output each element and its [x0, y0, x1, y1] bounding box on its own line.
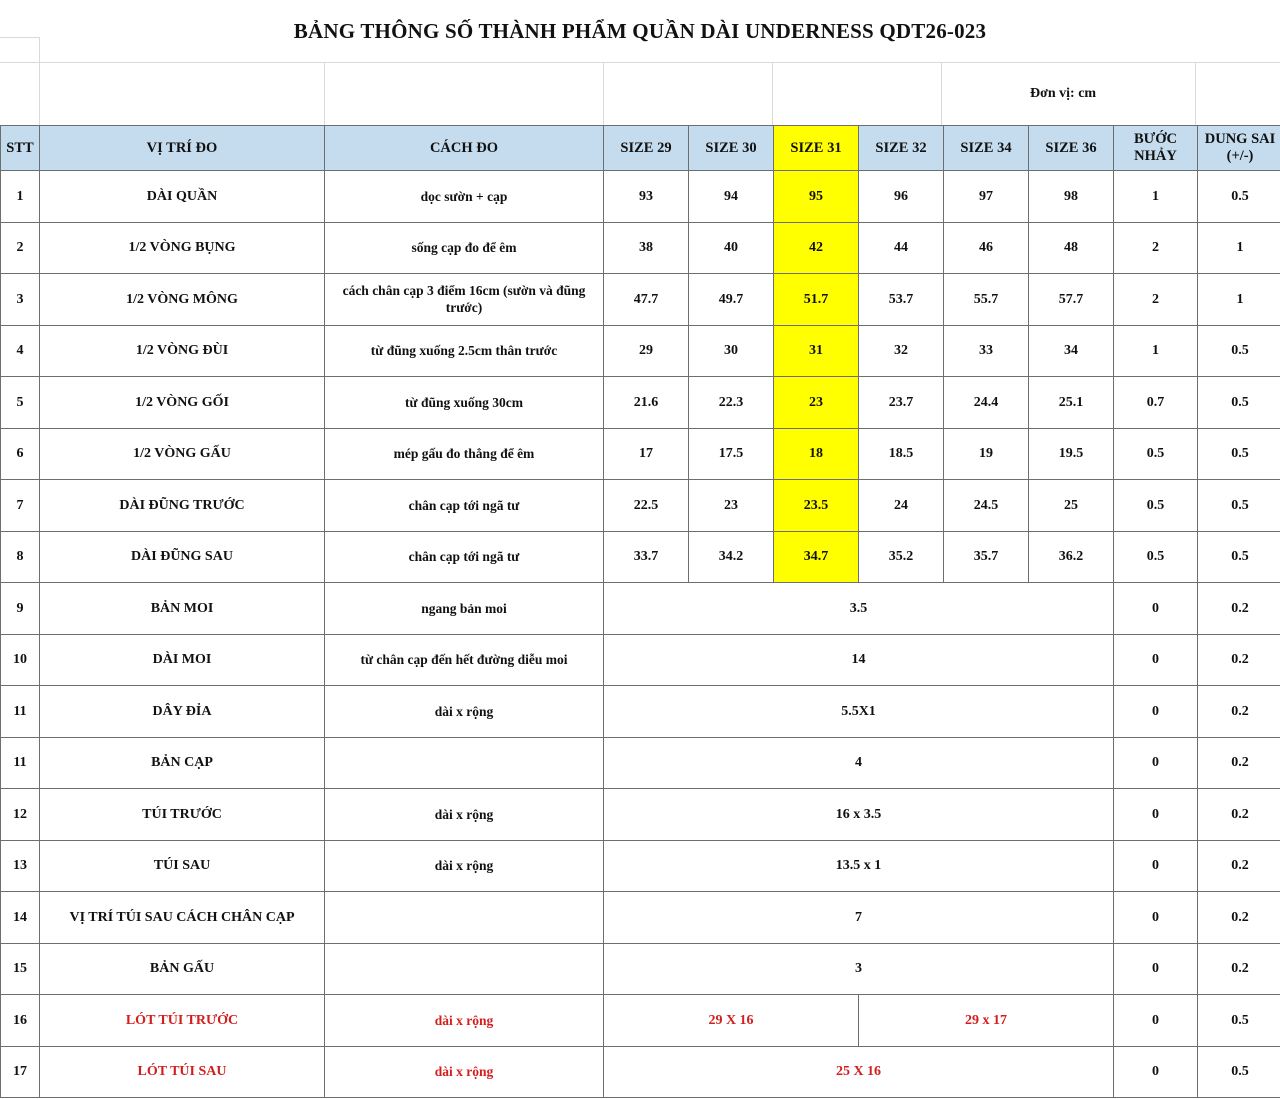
cell-size-31[interactable]: 34.7 [774, 531, 859, 583]
cell-step[interactable]: 0.7 [1114, 377, 1198, 429]
cell-size-30[interactable]: 30 [689, 325, 774, 377]
cell-stt[interactable]: 9 [1, 583, 40, 635]
gridline [603, 62, 604, 125]
cell-method[interactable]: dài x rộng [325, 686, 604, 738]
cell-size-31[interactable]: 18 [774, 428, 859, 480]
cell-method[interactable]: từ chân cạp đến hết đường diễu moi [325, 634, 604, 686]
cell-position[interactable]: DÂY ĐỈA [40, 686, 325, 738]
cell-position[interactable]: DÀI ĐŨNG TRƯỚC [40, 480, 325, 532]
cell-stt[interactable]: 3 [1, 274, 40, 326]
cell-step[interactable]: 0 [1114, 995, 1198, 1047]
gridline [941, 62, 942, 125]
cell-tolerance[interactable]: 0.2 [1198, 583, 1280, 635]
cell-all-sizes[interactable]: 3.5 [604, 583, 1114, 635]
cell-position[interactable]: DÀI ĐŨNG SAU [40, 531, 325, 583]
cell-stt[interactable]: 14 [1, 892, 40, 944]
cell-all-sizes[interactable]: 7 [604, 892, 1114, 944]
cell-size-36[interactable]: 98 [1029, 171, 1114, 223]
table-row [1, 428, 1280, 480]
table-row [1, 995, 1280, 1047]
header-size-34[interactable]: SIZE 34 [944, 126, 1029, 171]
cell-all-sizes[interactable]: 5.5X1 [604, 686, 1114, 738]
cell-step[interactable]: 0.5 [1114, 480, 1198, 532]
cell-size-31[interactable]: 23.5 [774, 480, 859, 532]
cell-size-36[interactable]: 25 [1029, 480, 1114, 532]
cell-position[interactable]: DÀI MOI [40, 634, 325, 686]
cell-step[interactable]: 0 [1114, 634, 1198, 686]
cell-position[interactable]: VỊ TRÍ TÚI SAU CÁCH CHÂN CẠP [40, 892, 325, 944]
cell-step[interactable]: 0 [1114, 892, 1198, 944]
cell-step[interactable]: 0 [1114, 840, 1198, 892]
header-tolerance[interactable]: DUNG SAI (+/-) [1198, 126, 1280, 171]
cell-step[interactable]: 0 [1114, 789, 1198, 841]
cell-tolerance[interactable]: 0.2 [1198, 943, 1280, 995]
cell-method[interactable]: sống cạp đo để êm [325, 222, 604, 274]
cell-size-34[interactable]: 19 [944, 428, 1029, 480]
cell-size-31[interactable]: 51.7 [774, 274, 859, 326]
cell-tolerance[interactable]: 0.5 [1198, 531, 1280, 583]
table-row [1, 531, 1280, 583]
header-size-29[interactable]: SIZE 29 [604, 126, 689, 171]
cell-size-30[interactable]: 22.3 [689, 377, 774, 429]
cell-all-sizes[interactable]: 13.5 x 1 [604, 840, 1114, 892]
cell-tolerance[interactable]: 0.5 [1198, 428, 1280, 480]
cell-position[interactable]: DÀI QUẦN [40, 171, 325, 223]
cell-sizes-29-31[interactable]: 29 X 16 [604, 995, 859, 1047]
cell-stt[interactable]: 4 [1, 325, 40, 377]
cell-method[interactable]: mép gấu đo thẳng để êm [325, 428, 604, 480]
cell-tolerance[interactable]: 0.2 [1198, 686, 1280, 738]
cell-method[interactable]: chân cạp tới ngã tư [325, 531, 604, 583]
table-row [1, 171, 1280, 223]
table-row [1, 686, 1280, 738]
cell-method[interactable]: chân cạp tới ngã tư [325, 480, 604, 532]
cell-tolerance[interactable]: 0.2 [1198, 789, 1280, 841]
cell-size-29[interactable]: 38 [604, 222, 689, 274]
cell-size-30[interactable]: 23 [689, 480, 774, 532]
cell-size-29[interactable]: 33.7 [604, 531, 689, 583]
header-position[interactable]: VỊ TRÍ ĐO [40, 126, 325, 171]
cell-size-36[interactable]: 34 [1029, 325, 1114, 377]
cell-method[interactable]: dài x rộng [325, 789, 604, 841]
cell-size-31[interactable]: 42 [774, 222, 859, 274]
cell-method[interactable]: dọc sườn + cạp [325, 171, 604, 223]
cell-size-32[interactable]: 35.2 [859, 531, 944, 583]
cell-step[interactable]: 1 [1114, 171, 1198, 223]
cell-stt[interactable]: 17 [1, 1046, 40, 1098]
cell-size-34[interactable]: 35.7 [944, 531, 1029, 583]
cell-position[interactable]: 1/2 VÒNG GỐI [40, 377, 325, 429]
sheet-title: BẢNG THÔNG SỐ THÀNH PHẨM QUẦN DÀI UNDERNESS QDT26-023 [293, 18, 987, 43]
cell-size-30[interactable]: 49.7 [689, 274, 774, 326]
cell-tolerance[interactable]: 1 [1198, 222, 1280, 274]
cell-stt[interactable]: 8 [1, 531, 40, 583]
header-size-32[interactable]: SIZE 32 [859, 126, 944, 171]
cell-stt[interactable]: 7 [1, 480, 40, 532]
cell-size-36[interactable]: 48 [1029, 222, 1114, 274]
cell-method[interactable]: từ đũng xuống 2.5cm thân trước [325, 325, 604, 377]
cell-position[interactable]: 1/2 VÒNG BỤNG [40, 222, 325, 274]
table-row [1, 943, 1280, 995]
table-row [1, 789, 1280, 841]
cell-position[interactable]: 1/2 VÒNG GẤU [40, 428, 325, 480]
table-row [1, 737, 1280, 789]
table-row [1, 480, 1280, 532]
cell-method[interactable] [325, 943, 604, 995]
cell-position[interactable]: BẢN MOI [40, 583, 325, 635]
cell-step[interactable]: 0 [1114, 1046, 1198, 1098]
cell-size-30[interactable]: 17.5 [689, 428, 774, 480]
cell-size-34[interactable]: 55.7 [944, 274, 1029, 326]
cell-all-sizes[interactable]: 3 [604, 943, 1114, 995]
cell-position[interactable]: LÓT TÚI SAU [40, 1046, 325, 1098]
table-row [1, 274, 1280, 326]
cell-size-29[interactable]: 47.7 [604, 274, 689, 326]
cell-size-31[interactable]: 23 [774, 377, 859, 429]
cell-position[interactable]: 1/2 VÒNG ĐÙI [40, 325, 325, 377]
header-method[interactable]: CÁCH ĐO [325, 126, 604, 171]
cell-size-30[interactable]: 40 [689, 222, 774, 274]
table-row [1, 325, 1280, 377]
cell-tolerance[interactable]: 0.5 [1198, 171, 1280, 223]
cell-step[interactable]: 2 [1114, 222, 1198, 274]
cell-size-29[interactable]: 21.6 [604, 377, 689, 429]
cell-step[interactable]: 0 [1114, 943, 1198, 995]
cell-all-sizes[interactable]: 4 [604, 737, 1114, 789]
cell-step[interactable]: 0 [1114, 737, 1198, 789]
cell-stt[interactable]: 1 [1, 171, 40, 223]
cell-size-34[interactable]: 24.4 [944, 377, 1029, 429]
header-step[interactable]: BƯỚC NHẢY [1114, 126, 1198, 171]
cell-position[interactable]: BẢN CẠP [40, 737, 325, 789]
gridline [1195, 62, 1196, 125]
gridline [324, 62, 325, 125]
cell-tolerance[interactable]: 0.5 [1198, 480, 1280, 532]
cell-size-29[interactable]: 22.5 [604, 480, 689, 532]
cell-size-36[interactable]: 36.2 [1029, 531, 1114, 583]
table-row [1, 583, 1280, 635]
cell-step[interactable]: 1 [1114, 325, 1198, 377]
cell-sizes-32-36[interactable]: 29 x 17 [859, 995, 1114, 1047]
cell-stt[interactable]: 10 [1, 634, 40, 686]
cell-size-34[interactable]: 33 [944, 325, 1029, 377]
cell-stt[interactable]: 2 [1, 222, 40, 274]
cell-method[interactable] [325, 737, 604, 789]
table-row [1, 222, 1280, 274]
spec-table [0, 125, 1280, 1098]
cell-tolerance[interactable]: 1 [1198, 274, 1280, 326]
cell-method[interactable]: dài x rộng [325, 995, 604, 1047]
cell-size-32[interactable]: 24 [859, 480, 944, 532]
cell-stt[interactable]: 11 [1, 737, 40, 789]
cell-size-31[interactable]: 31 [774, 325, 859, 377]
cell-all-sizes[interactable]: 16 x 3.5 [604, 789, 1114, 841]
cell-size-29[interactable]: 29 [604, 325, 689, 377]
cell-method[interactable] [325, 892, 604, 944]
header-size-31[interactable]: SIZE 31 [774, 126, 859, 171]
cell-tolerance[interactable]: 0.2 [1198, 840, 1280, 892]
unit-label: Đơn vị: cm [1030, 86, 1097, 101]
cell-position[interactable]: LÓT TÚI TRƯỚC [40, 995, 325, 1047]
cell-size-34[interactable]: 97 [944, 171, 1029, 223]
cell-size-32[interactable]: 96 [859, 171, 944, 223]
cell-position[interactable]: TÚI TRƯỚC [40, 789, 325, 841]
cell-method[interactable]: dài x rộng [325, 840, 604, 892]
cell-size-36[interactable]: 57.7 [1029, 274, 1114, 326]
cell-size-32[interactable]: 18.5 [859, 428, 944, 480]
gridline [772, 62, 773, 125]
table-row [1, 634, 1280, 686]
cell-size-32[interactable]: 32 [859, 325, 944, 377]
cell-size-32[interactable]: 53.7 [859, 274, 944, 326]
cell-size-32[interactable]: 44 [859, 222, 944, 274]
cell-position[interactable]: BẢN GẤU [40, 943, 325, 995]
cell-stt[interactable]: 16 [1, 995, 40, 1047]
cell-size-32[interactable]: 23.7 [859, 377, 944, 429]
cell-tolerance[interactable]: 0.2 [1198, 892, 1280, 944]
cell-method[interactable]: từ đũng xuống 30cm [325, 377, 604, 429]
header-size-36[interactable]: SIZE 36 [1029, 126, 1114, 171]
table-row [1, 1046, 1280, 1098]
cell-stt[interactable]: 15 [1, 943, 40, 995]
cell-tolerance[interactable]: 0.2 [1198, 737, 1280, 789]
cell-size-34[interactable]: 24.5 [944, 480, 1029, 532]
cell-tolerance[interactable]: 0.5 [1198, 1046, 1280, 1098]
gridline [0, 62, 1280, 63]
cell-stt[interactable]: 5 [1, 377, 40, 429]
table-row [1, 892, 1280, 944]
cell-step[interactable]: 2 [1114, 274, 1198, 326]
cell-size-36[interactable]: 25.1 [1029, 377, 1114, 429]
cell-all-sizes[interactable]: 25 X 16 [604, 1046, 1114, 1098]
cell-size-29[interactable]: 93 [604, 171, 689, 223]
cell-method[interactable]: ngang bản moi [325, 583, 604, 635]
cell-stt[interactable]: 12 [1, 789, 40, 841]
header-stt[interactable]: STT [1, 126, 40, 171]
cell-method[interactable]: dài x rộng [325, 1046, 604, 1098]
table-row [1, 840, 1280, 892]
cell-size-30[interactable]: 34.2 [689, 531, 774, 583]
cell-step[interactable]: 0 [1114, 686, 1198, 738]
cell-step[interactable]: 0.5 [1114, 531, 1198, 583]
cell-tolerance[interactable]: 0.2 [1198, 634, 1280, 686]
cell-size-29[interactable]: 17 [604, 428, 689, 480]
cell-method[interactable]: cách chân cạp 3 điểm 16cm (sườn và đũng trước) [325, 274, 604, 326]
cell-tolerance[interactable]: 0.5 [1198, 325, 1280, 377]
cell-stt[interactable]: 13 [1, 840, 40, 892]
cell-tolerance[interactable]: 0.5 [1198, 377, 1280, 429]
cell-size-30[interactable]: 94 [689, 171, 774, 223]
cell-position[interactable]: 1/2 VÒNG MÔNG [40, 274, 325, 326]
table-row [1, 377, 1280, 429]
header-size-30[interactable]: SIZE 30 [689, 126, 774, 171]
cell-tolerance[interactable]: 0.5 [1198, 995, 1280, 1047]
cell-stt[interactable]: 6 [1, 428, 40, 480]
cell-position[interactable]: TÚI SAU [40, 840, 325, 892]
cell-size-36[interactable]: 19.5 [1029, 428, 1114, 480]
cell-step[interactable]: 0.5 [1114, 428, 1198, 480]
cell-stt[interactable]: 11 [1, 686, 40, 738]
cell-size-31[interactable]: 95 [774, 171, 859, 223]
cell-all-sizes[interactable]: 14 [604, 634, 1114, 686]
header-row [1, 126, 1280, 171]
cell-step[interactable]: 0 [1114, 583, 1198, 635]
cell-size-34[interactable]: 46 [944, 222, 1029, 274]
